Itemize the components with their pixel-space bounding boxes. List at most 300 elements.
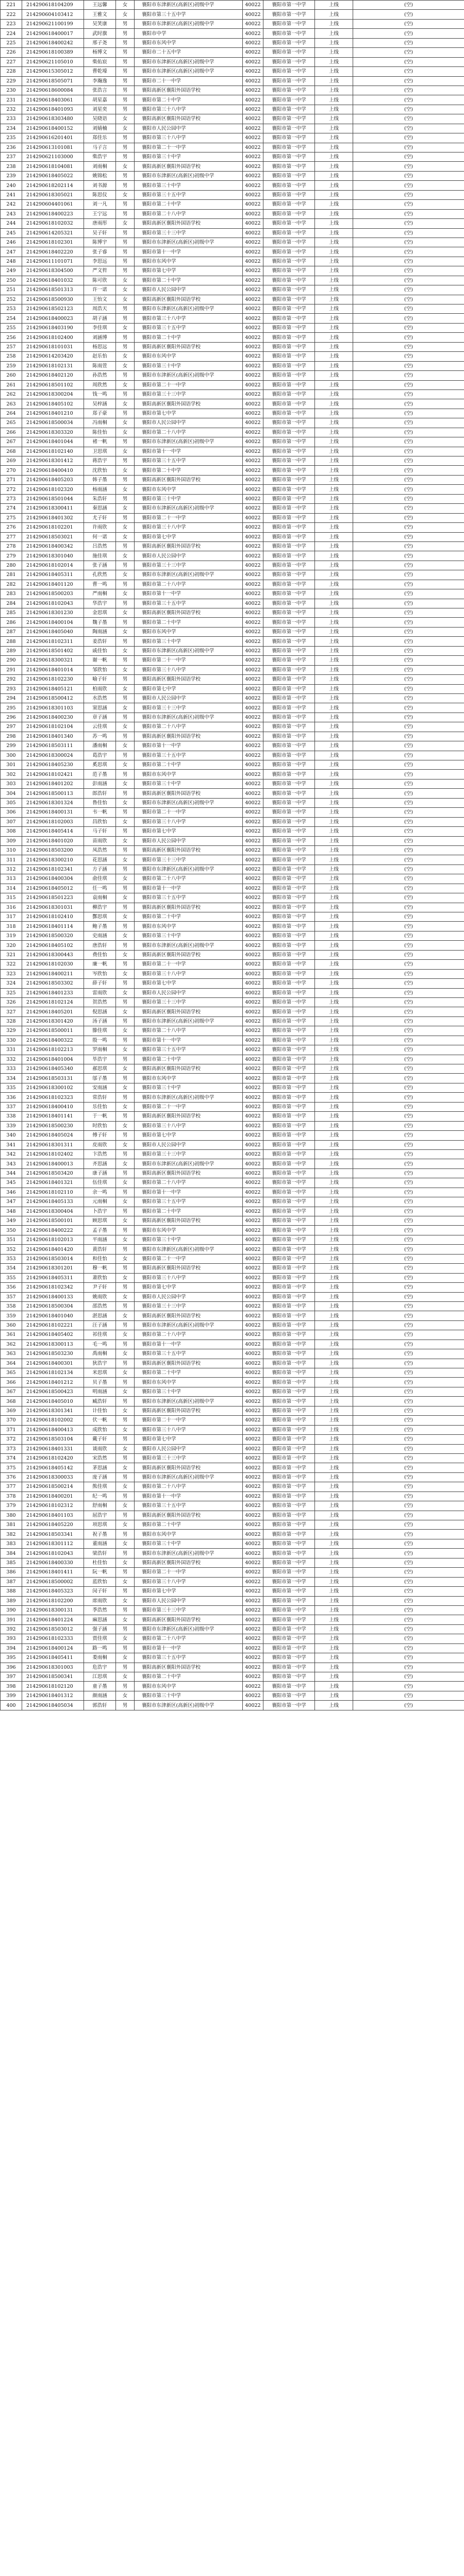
row-number-cell: 285 bbox=[1, 608, 22, 618]
student-name-cell: 潘雨桐 bbox=[84, 741, 116, 751]
gender-cell: 男 bbox=[116, 67, 135, 76]
row-number-cell: 350 bbox=[1, 1226, 22, 1235]
graduating-school-cell: 襄阳市第三十五中学 bbox=[135, 1653, 243, 1663]
table-row bbox=[1, 817, 464, 826]
gender-cell: 男 bbox=[116, 1093, 135, 1102]
graduating-school-cell: 襄阳市人民公园中学 bbox=[135, 418, 243, 428]
row-number-cell: 242 bbox=[1, 200, 22, 209]
status-cell: 上线 bbox=[315, 770, 353, 779]
row-number-cell: 322 bbox=[1, 960, 22, 969]
admitted-school-cell: 襄阳市第一中学 bbox=[263, 162, 315, 171]
gender-cell: 女 bbox=[116, 703, 135, 713]
school-code-cell: 40022 bbox=[243, 1587, 263, 1596]
admitted-school-cell: 襄阳市第一中学 bbox=[263, 770, 315, 779]
student-name-cell: 安雨涵 bbox=[84, 1083, 116, 1092]
candidate-id-cell: 214290618405311 bbox=[22, 1273, 84, 1282]
remark-cell: (空) bbox=[353, 997, 464, 1007]
candidate-id-cell: 214290618503014 bbox=[22, 1254, 84, 1263]
status-cell: 上线 bbox=[315, 266, 353, 276]
school-code-cell: 40022 bbox=[243, 295, 263, 304]
admitted-school-cell: 襄阳市第一中学 bbox=[263, 1425, 315, 1434]
student-name-cell: 王雅文 bbox=[84, 10, 116, 19]
row-number-cell: 336 bbox=[1, 1093, 22, 1102]
graduating-school-cell: 襄阳市第三十八中学 bbox=[135, 817, 243, 826]
admitted-school-cell: 襄阳市第一中学 bbox=[263, 1074, 315, 1083]
graduating-school-cell: 襄阳市第三十五中学 bbox=[135, 893, 243, 903]
admitted-school-cell: 襄阳市第一中学 bbox=[263, 504, 315, 513]
gender-cell: 女 bbox=[116, 1007, 135, 1016]
student-name-cell: 卞浩然 bbox=[84, 1149, 116, 1159]
row-number-cell: 297 bbox=[1, 722, 22, 732]
school-code-cell: 40022 bbox=[243, 1254, 263, 1263]
candidate-id-cell: 214290618503230 bbox=[22, 1349, 84, 1359]
graduating-school-cell: 襄阳市东津新区(高新区)初级中学 bbox=[135, 504, 243, 513]
remark-cell: (空) bbox=[353, 988, 464, 997]
gender-cell: 男 bbox=[116, 437, 135, 447]
table-row bbox=[1, 437, 464, 447]
admitted-school-cell: 襄阳市第一中学 bbox=[263, 1492, 315, 1501]
student-name-cell: 危浩宇 bbox=[84, 1663, 116, 1672]
candidate-id-cell: 214290618503302 bbox=[22, 979, 84, 988]
table-row bbox=[1, 276, 464, 285]
school-code-cell: 40022 bbox=[243, 684, 263, 693]
admitted-school-cell: 襄阳市第一中学 bbox=[263, 1064, 315, 1074]
school-code-cell: 40022 bbox=[243, 903, 263, 912]
candidate-id-cell: 214290618401411 bbox=[22, 1568, 84, 1577]
candidate-id-cell: 214290618500930 bbox=[22, 295, 84, 304]
student-name-cell: 尹子轩 bbox=[84, 1283, 116, 1292]
graduating-school-cell: 襄阳市第十一中学 bbox=[135, 1188, 243, 1197]
remark-cell: (空) bbox=[353, 152, 464, 162]
graduating-school-cell: 襄阳市第三十中学 bbox=[135, 181, 243, 190]
admitted-school-cell: 襄阳市第一中学 bbox=[263, 827, 315, 836]
table-row bbox=[1, 1349, 464, 1359]
status-cell: 上线 bbox=[315, 76, 353, 86]
row-number-cell: 294 bbox=[1, 693, 22, 703]
candidate-id-cell: 214290618401331 bbox=[22, 1444, 84, 1453]
school-code-cell: 40022 bbox=[243, 1121, 263, 1130]
status-cell: 上线 bbox=[315, 333, 353, 342]
table-row bbox=[1, 1093, 464, 1102]
status-cell: 上线 bbox=[315, 618, 353, 627]
remark-cell: (空) bbox=[353, 1064, 464, 1074]
table-row bbox=[1, 656, 464, 665]
graduating-school-cell: 襄阳市第二十中学 bbox=[135, 333, 243, 342]
student-name-cell: 常浩轩 bbox=[84, 1093, 116, 1102]
table-row bbox=[1, 1577, 464, 1586]
row-number-cell: 318 bbox=[1, 922, 22, 931]
remark-cell: (空) bbox=[353, 314, 464, 323]
row-number-cell: 245 bbox=[1, 228, 22, 238]
remark-cell: (空) bbox=[353, 456, 464, 466]
graduating-school-cell: 襄阳高新区襄阳外国语学校 bbox=[135, 475, 243, 484]
admitted-school-cell: 襄阳市第一中学 bbox=[263, 874, 315, 884]
admitted-school-cell: 襄阳市第一中学 bbox=[263, 418, 315, 428]
school-code-cell: 40022 bbox=[243, 1349, 263, 1359]
candidate-id-cell: 214290618501102 bbox=[22, 380, 84, 389]
school-code-cell: 40022 bbox=[243, 38, 263, 47]
gender-cell: 女 bbox=[116, 798, 135, 807]
table-row bbox=[1, 1416, 464, 1425]
table-row bbox=[1, 912, 464, 922]
student-name-cell: 施佳琪 bbox=[84, 551, 116, 561]
admitted-school-cell: 襄阳市第一中学 bbox=[263, 171, 315, 180]
graduating-school-cell: 襄阳高新区襄阳外国语学校 bbox=[135, 1558, 243, 1567]
gender-cell: 女 bbox=[116, 950, 135, 959]
row-number-cell: 358 bbox=[1, 1301, 22, 1311]
remark-cell: (空) bbox=[353, 295, 464, 304]
remark-cell: (空) bbox=[353, 845, 464, 855]
candidate-id-cell: 214290618505071 bbox=[22, 76, 84, 86]
remark-cell: (空) bbox=[353, 1643, 464, 1653]
gender-cell: 男 bbox=[116, 389, 135, 399]
school-code-cell: 40022 bbox=[243, 1340, 263, 1349]
remark-cell: (空) bbox=[353, 1188, 464, 1197]
gender-cell: 男 bbox=[116, 513, 135, 522]
student-name-cell: 康子涵 bbox=[84, 1168, 116, 1178]
status-cell: 上线 bbox=[315, 409, 353, 418]
graduating-school-cell: 襄阳市第三十三中学 bbox=[135, 1301, 243, 1311]
row-number-cell: 353 bbox=[1, 1254, 22, 1263]
candidate-id-cell: 214290618503420 bbox=[22, 1168, 84, 1178]
table-row bbox=[1, 181, 464, 190]
gender-cell: 男 bbox=[116, 1036, 135, 1045]
admitted-school-cell: 襄阳市第一中学 bbox=[263, 1131, 315, 1140]
student-name-cell: 祝子墨 bbox=[84, 1530, 116, 1539]
row-number-cell: 301 bbox=[1, 760, 22, 770]
table-row bbox=[1, 76, 464, 86]
student-name-cell: 朱浩轩 bbox=[84, 494, 116, 503]
graduating-school-cell: 襄阳市东风中学 bbox=[135, 257, 243, 266]
student-name-cell: 傅子轩 bbox=[84, 1131, 116, 1140]
gender-cell: 男 bbox=[116, 1207, 135, 1216]
school-code-cell: 40022 bbox=[243, 1691, 263, 1700]
graduating-school-cell: 襄阳高新区襄阳外国语学校 bbox=[135, 295, 243, 304]
candidate-id-cell: 214290618500320 bbox=[22, 931, 84, 940]
candidate-id-cell: 214290618102032 bbox=[22, 219, 84, 228]
row-number-cell: 345 bbox=[1, 1178, 22, 1188]
admitted-school-cell: 襄阳市第一中学 bbox=[263, 1149, 315, 1159]
admitted-school-cell: 襄阳市第一中学 bbox=[263, 637, 315, 646]
admitted-school-cell: 襄阳市第一中学 bbox=[263, 922, 315, 931]
candidate-id-cell: 214290613101081 bbox=[22, 143, 84, 152]
candidate-id-cell: 214290618202114 bbox=[22, 181, 84, 190]
status-cell: 上线 bbox=[315, 874, 353, 884]
table-row bbox=[1, 418, 464, 428]
student-name-cell: 刘一凡 bbox=[84, 200, 116, 209]
school-code-cell: 40022 bbox=[243, 504, 263, 513]
remark-cell: (空) bbox=[353, 48, 464, 57]
table-row bbox=[1, 1178, 464, 1188]
school-code-cell: 40022 bbox=[243, 1530, 263, 1539]
graduating-school-cell: 襄阳市东津新区(高新区)初级中学 bbox=[135, 1701, 243, 1710]
status-cell: 上线 bbox=[315, 1596, 353, 1605]
status-cell: 上线 bbox=[315, 475, 353, 484]
gender-cell: 女 bbox=[116, 1634, 135, 1643]
gender-cell: 女 bbox=[116, 1045, 135, 1055]
row-number-cell: 319 bbox=[1, 931, 22, 940]
row-number-cell: 246 bbox=[1, 238, 22, 247]
remark-cell: (空) bbox=[353, 114, 464, 124]
candidate-id-cell: 214290618503104 bbox=[22, 1435, 84, 1444]
status-cell: 上线 bbox=[315, 1074, 353, 1083]
graduating-school-cell: 襄阳市第三十八中学 bbox=[135, 105, 243, 114]
candidate-id-cell: 214290618503341 bbox=[22, 1530, 84, 1539]
admitted-school-cell: 襄阳市第一中学 bbox=[263, 732, 315, 741]
admitted-school-cell: 襄阳市第一中学 bbox=[263, 266, 315, 276]
status-cell: 上线 bbox=[315, 741, 353, 751]
remark-cell: (空) bbox=[353, 523, 464, 532]
graduating-school-cell: 襄阳市第二十中学 bbox=[135, 1520, 243, 1530]
school-code-cell: 40022 bbox=[243, 817, 263, 826]
gender-cell: 男 bbox=[116, 637, 135, 646]
table-row bbox=[1, 1501, 464, 1511]
student-name-cell: 梁浩轩 bbox=[84, 1549, 116, 1558]
row-number-cell: 339 bbox=[1, 1121, 22, 1130]
gender-cell: 男 bbox=[116, 409, 135, 418]
candidate-id-cell: 214290618500113 bbox=[22, 789, 84, 798]
table-row bbox=[1, 1273, 464, 1282]
table-row bbox=[1, 257, 464, 266]
row-number-cell: 273 bbox=[1, 494, 22, 503]
row-number-cell: 265 bbox=[1, 418, 22, 428]
gender-cell: 男 bbox=[116, 770, 135, 779]
student-name-cell: 云佳琪 bbox=[84, 722, 116, 732]
status-cell: 上线 bbox=[315, 29, 353, 38]
candidate-id-cell: 214290618405040 bbox=[22, 627, 84, 636]
graduating-school-cell: 襄阳高新区襄阳外国语学校 bbox=[135, 1168, 243, 1178]
row-number-cell: 236 bbox=[1, 143, 22, 152]
student-name-cell: 鲁佳怡 bbox=[84, 798, 116, 807]
graduating-school-cell: 襄阳市第二十八中学 bbox=[135, 1482, 243, 1492]
remark-cell: (空) bbox=[353, 1026, 464, 1036]
school-code-cell: 40022 bbox=[243, 541, 263, 551]
table-row bbox=[1, 693, 464, 703]
candidate-id-cell: 214290618400133 bbox=[22, 1292, 84, 1301]
student-name-cell: 杜佳怡 bbox=[84, 1558, 116, 1567]
school-code-cell: 40022 bbox=[243, 693, 263, 703]
gender-cell: 女 bbox=[116, 1406, 135, 1415]
gender-cell: 女 bbox=[116, 1387, 135, 1396]
school-code-cell: 40022 bbox=[243, 1653, 263, 1663]
candidate-id-cell: 214290618300102 bbox=[22, 1083, 84, 1092]
candidate-id-cell: 214290618400013 bbox=[22, 1159, 84, 1168]
row-number-cell: 248 bbox=[1, 257, 22, 266]
school-code-cell: 40022 bbox=[243, 770, 263, 779]
school-code-cell: 40022 bbox=[243, 1264, 263, 1273]
remark-cell: (空) bbox=[353, 1178, 464, 1188]
remark-cell: (空) bbox=[353, 941, 464, 950]
table-row bbox=[1, 162, 464, 171]
remark-cell: (空) bbox=[353, 960, 464, 969]
gender-cell: 女 bbox=[116, 532, 135, 541]
gender-cell: 女 bbox=[116, 285, 135, 295]
graduating-school-cell: 襄阳市东风中学 bbox=[135, 770, 243, 779]
remark-cell: (空) bbox=[353, 722, 464, 732]
table-row bbox=[1, 228, 464, 238]
row-number-cell: 380 bbox=[1, 1511, 22, 1520]
gender-cell: 女 bbox=[116, 1083, 135, 1092]
student-name-cell: 许雨欣 bbox=[84, 523, 116, 532]
admitted-school-cell: 襄阳市第一中学 bbox=[263, 969, 315, 978]
candidate-id-cell: 214290618102104 bbox=[22, 722, 84, 732]
status-cell: 上线 bbox=[315, 86, 353, 95]
admitted-school-cell: 襄阳市第一中学 bbox=[263, 893, 315, 903]
admitted-school-cell: 襄阳市第一中学 bbox=[263, 1188, 315, 1197]
table-row bbox=[1, 637, 464, 646]
school-code-cell: 40022 bbox=[243, 627, 263, 636]
candidate-id-cell: 214290618102120 bbox=[22, 1682, 84, 1691]
row-number-cell: 228 bbox=[1, 67, 22, 76]
student-name-cell: 郑佳乐 bbox=[84, 133, 116, 143]
graduating-school-cell: 襄阳市东津新区(高新区)初级中学 bbox=[135, 57, 243, 66]
candidate-id-cell: 214290618301230 bbox=[22, 608, 84, 618]
candidate-id-cell: 214290618301420 bbox=[22, 1016, 84, 1026]
graduating-school-cell: 襄阳市东津新区(高新区)初级中学 bbox=[135, 171, 243, 180]
gender-cell: 男 bbox=[116, 693, 135, 703]
graduating-school-cell: 襄阳市第三十五中学 bbox=[135, 190, 243, 199]
student-name-cell: 酆思琪 bbox=[84, 912, 116, 922]
table-row bbox=[1, 1663, 464, 1672]
status-cell: 上线 bbox=[315, 10, 353, 19]
student-name-cell: 臧浩轩 bbox=[84, 1397, 116, 1406]
school-code-cell: 40022 bbox=[243, 1463, 263, 1472]
gender-cell: 男 bbox=[116, 1055, 135, 1064]
graduating-school-cell: 襄阳市第二十一中学 bbox=[135, 513, 243, 522]
graduating-school-cell: 襄阳市东津新区(高新区)初级中学 bbox=[135, 19, 243, 28]
remark-cell: (空) bbox=[353, 285, 464, 295]
status-cell: 上线 bbox=[315, 143, 353, 152]
student-name-cell: 张子睿 bbox=[84, 247, 116, 257]
school-code-cell: 40022 bbox=[243, 580, 263, 589]
status-cell: 上线 bbox=[315, 1397, 353, 1406]
row-number-cell: 291 bbox=[1, 665, 22, 674]
student-name-cell: 柴浩宇 bbox=[84, 152, 116, 162]
candidate-id-cell: 214290618400201 bbox=[22, 1492, 84, 1501]
graduating-school-cell: 襄阳市东津新区(高新区)初级中学 bbox=[135, 941, 243, 950]
admitted-school-cell: 襄阳市第一中学 bbox=[263, 1016, 315, 1026]
row-number-cell: 354 bbox=[1, 1264, 22, 1273]
graduating-school-cell: 襄阳市东津新区(高新区)初级中学 bbox=[135, 304, 243, 314]
candidate-id-cell: 214290618400211 bbox=[22, 969, 84, 978]
row-number-cell: 263 bbox=[1, 399, 22, 409]
admitted-school-cell: 襄阳市第一中学 bbox=[263, 1102, 315, 1111]
school-code-cell: 40022 bbox=[243, 76, 263, 86]
student-name-cell: 郑子豪 bbox=[84, 409, 116, 418]
student-name-cell: 史雨涵 bbox=[84, 931, 116, 940]
candidate-id-cell: 214290618102421 bbox=[22, 770, 84, 779]
row-number-cell: 326 bbox=[1, 997, 22, 1007]
remark-cell: (空) bbox=[353, 931, 464, 940]
school-code-cell: 40022 bbox=[243, 1102, 263, 1111]
student-name-cell: 张子涵 bbox=[84, 561, 116, 570]
graduating-school-cell: 襄阳高新区襄阳外国语学校 bbox=[135, 950, 243, 959]
remark-cell: (空) bbox=[353, 190, 464, 199]
admitted-school-cell: 襄阳市第一中学 bbox=[263, 760, 315, 770]
candidate-id-cell: 214290618102140 bbox=[22, 447, 84, 456]
row-number-cell: 361 bbox=[1, 1330, 22, 1340]
table-row bbox=[1, 570, 464, 580]
candidate-id-cell: 214290618501044 bbox=[22, 494, 84, 503]
row-number-cell: 356 bbox=[1, 1283, 22, 1292]
gender-cell: 女 bbox=[116, 1501, 135, 1511]
gender-cell: 男 bbox=[116, 257, 135, 266]
school-code-cell: 40022 bbox=[243, 608, 263, 618]
row-number-cell: 346 bbox=[1, 1188, 22, 1197]
graduating-school-cell: 襄阳市第十一中学 bbox=[135, 741, 243, 751]
graduating-school-cell: 襄阳市东津新区(高新区)初级中学 bbox=[135, 798, 243, 807]
status-cell: 上线 bbox=[315, 1672, 353, 1682]
graduating-school-cell: 襄阳市第三十中学 bbox=[135, 637, 243, 646]
table-row bbox=[1, 10, 464, 19]
admitted-school-cell: 襄阳市第一中学 bbox=[263, 865, 315, 874]
admitted-school-cell: 襄阳市第一中学 bbox=[263, 200, 315, 209]
row-number-cell: 327 bbox=[1, 1007, 22, 1016]
gender-cell: 女 bbox=[116, 447, 135, 456]
student-name-cell: 狄浩宇 bbox=[84, 1359, 116, 1368]
candidate-id-cell: 214290618301311 bbox=[22, 1140, 84, 1149]
candidate-id-cell: 214290618303480 bbox=[22, 114, 84, 124]
student-name-cell: 鲍子墨 bbox=[84, 922, 116, 931]
remark-cell: (空) bbox=[353, 1605, 464, 1615]
graduating-school-cell: 襄阳市第二十八中学 bbox=[135, 428, 243, 437]
gender-cell: 男 bbox=[116, 922, 135, 931]
school-code-cell: 40022 bbox=[243, 732, 263, 741]
status-cell: 上线 bbox=[315, 1216, 353, 1226]
row-number-cell: 363 bbox=[1, 1349, 22, 1359]
candidate-id-cell: 214290618300113 bbox=[22, 1340, 84, 1349]
school-code-cell: 40022 bbox=[243, 1207, 263, 1216]
remark-cell: (空) bbox=[353, 1168, 464, 1178]
graduating-school-cell: 襄阳市第三十三中学 bbox=[135, 228, 243, 238]
status-cell: 上线 bbox=[315, 1406, 353, 1415]
school-code-cell: 40022 bbox=[243, 1605, 263, 1615]
remark-cell: (空) bbox=[353, 836, 464, 845]
status-cell: 上线 bbox=[315, 1549, 353, 1558]
status-cell: 上线 bbox=[315, 1463, 353, 1472]
table-row bbox=[1, 1140, 464, 1149]
status-cell: 上线 bbox=[315, 798, 353, 807]
remark-cell: (空) bbox=[353, 865, 464, 874]
table-row bbox=[1, 304, 464, 314]
school-code-cell: 40022 bbox=[243, 656, 263, 665]
remark-cell: (空) bbox=[353, 361, 464, 370]
student-name-cell: 贾佳琪 bbox=[84, 1634, 116, 1643]
school-code-cell: 40022 bbox=[243, 352, 263, 361]
graduating-school-cell: 襄阳市第二十中学 bbox=[135, 466, 243, 475]
row-number-cell: 281 bbox=[1, 570, 22, 580]
graduating-school-cell: 襄阳市第二十八中学 bbox=[135, 1634, 243, 1643]
row-number-cell: 364 bbox=[1, 1359, 22, 1368]
table-row bbox=[1, 1539, 464, 1548]
row-number-cell: 250 bbox=[1, 276, 22, 285]
admitted-school-cell: 襄阳市第一中学 bbox=[263, 1264, 315, 1273]
remark-cell: (空) bbox=[353, 627, 464, 636]
table-row bbox=[1, 1045, 464, 1055]
graduating-school-cell: 襄阳市第二十一中学 bbox=[135, 656, 243, 665]
table-row bbox=[1, 285, 464, 295]
graduating-school-cell: 襄阳高新区襄阳外国语学校 bbox=[135, 1511, 243, 1520]
remark-cell: (空) bbox=[353, 1016, 464, 1026]
status-cell: 上线 bbox=[315, 1007, 353, 1016]
row-number-cell: 389 bbox=[1, 1596, 22, 1605]
remark-cell: (空) bbox=[353, 1378, 464, 1387]
table-row bbox=[1, 1378, 464, 1387]
status-cell: 上线 bbox=[315, 845, 353, 855]
status-cell: 上线 bbox=[315, 124, 353, 133]
gender-cell: 男 bbox=[116, 105, 135, 114]
student-name-cell: 汤子涵 bbox=[84, 1016, 116, 1026]
